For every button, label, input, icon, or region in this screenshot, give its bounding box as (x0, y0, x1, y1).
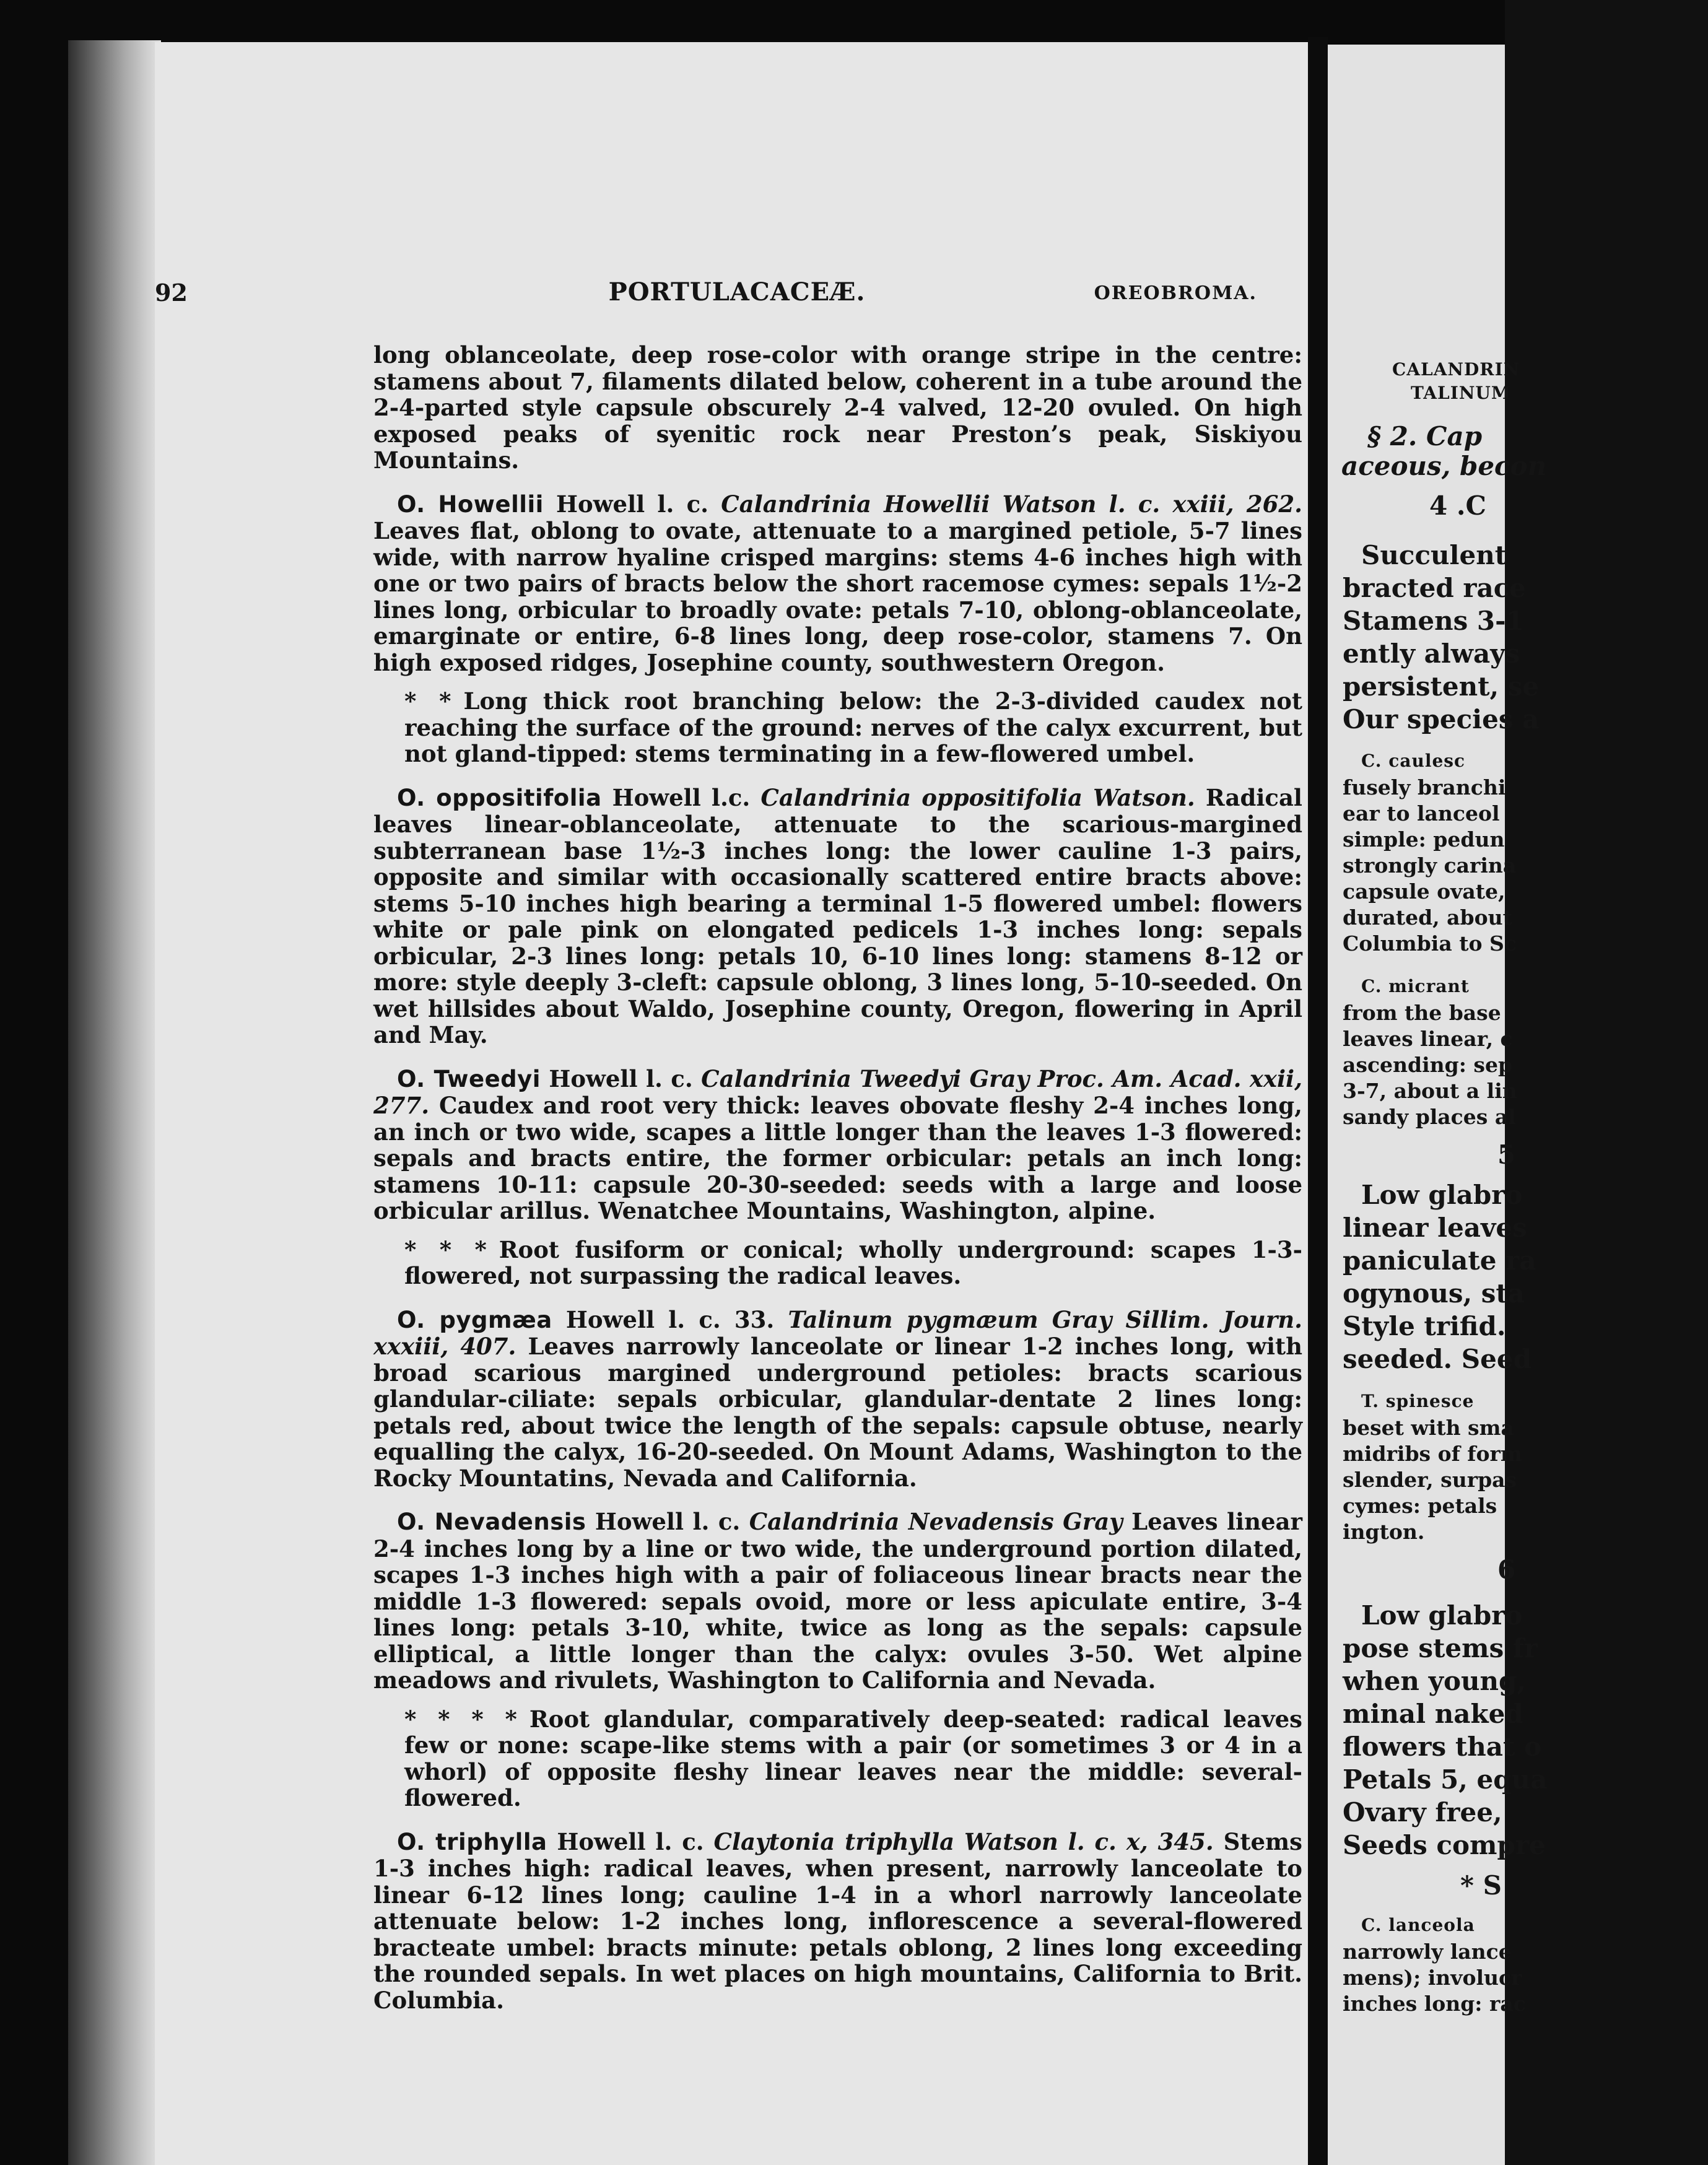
species-description: Leaves flat, oblong to ovate, attenuate to a margined petiole, 5-7 lines wide, with narrow hyaline crisped margins: stems 4-6 inches high with one or two pairs of bracts below the short racemose cymes: sepals 1½-2 lines long, orbicular to broadly ovate: petals 7-10, oblong-oblanceolate, emarginate or entire, 6-8 lines long, deep rose-color, stamens 7. On high exposed ridges, Josephine county, southwestern Oregon. (373, 517, 1302, 676)
facing-page-line: sandy places al (1343, 1105, 1516, 1129)
species-name: O. triphylla (397, 1828, 547, 1855)
running-genus: OREOBROMA. (1094, 282, 1257, 304)
species-synonym: Calandrinia Howellii Watson l. c. xxiii, 262. (721, 490, 1302, 518)
facing-page-line: from the base (1343, 1001, 1501, 1025)
facing-page-line: § 2. Cap (1367, 421, 1483, 451)
page-gap (1308, 37, 1328, 2165)
species-description: Stems 1-3 inches high: radical leaves, when present, narrowly lanceolate to linear 6-12 lines long; cauline 1-4 in a whorl narrowly lanceolate attenuate below: 1-2 inches long, inflorescence a several-flowered bracteate umbel: bracts minute: petals oblong, 2 lines long exceeding the rounded sepals. In wet places on high mountains, California to Brit. Columbia. (373, 1827, 1302, 2014)
book-gutter-shadow (68, 40, 161, 2165)
facing-page-line: T. spinesce (1361, 1391, 1475, 1411)
facing-page-line: C. lanceola (1361, 1915, 1475, 1935)
facing-page-line: * S (1460, 1870, 1502, 1901)
facing-page-line: TALINUM (1411, 383, 1511, 403)
facing-page-line: C. caulesc (1361, 751, 1466, 771)
running-title: PORTULACACEÆ. (608, 277, 866, 307)
facing-page-line: paniculate ra (1343, 1245, 1536, 1276)
species-entry (373, 1509, 1302, 1694)
running-head (155, 277, 1257, 308)
species-entry (373, 1829, 1302, 2014)
group-description (373, 1237, 1302, 1289)
group-description (373, 688, 1302, 767)
facing-page-line: mens); involucr (1343, 1966, 1522, 1990)
species-entry (373, 491, 1302, 676)
group-text: Root glandular, comparatively deep-seated: radical leaves few or none: scape-like stems with a pair (or sometimes 3 or 4 in a whorl) of opposite fleshy linear leaves near the middle: several-flowered. (404, 1705, 1302, 1811)
facing-page-line: Petals 5, equa (1343, 1764, 1548, 1795)
species-synonym: Calandrinia Nevadensis Gray (749, 1508, 1123, 1535)
facing-page-line: persistent, se (1343, 671, 1540, 702)
facing-page-line: ear to lanceol (1343, 801, 1500, 825)
facing-page-line: Style trifid. (1343, 1311, 1506, 1341)
facing-page-line: cymes: petals (1343, 1494, 1497, 1518)
facing-page-line: ogynous, sta (1343, 1278, 1525, 1309)
facing-page-line: linear leaves (1343, 1213, 1527, 1243)
facing-page-line: 6 (1497, 1554, 1516, 1585)
species-synonym: Talinum pygmæum Gray Sillim. Journ. xxxiii, 407. (373, 1305, 1302, 1360)
facing-page-line: Stamens 3-1 (1343, 606, 1524, 636)
facing-page-line: aceous, becon (1341, 451, 1547, 481)
facing-page-line: fusely branchi (1343, 775, 1506, 799)
facing-page-line: ington. (1343, 1520, 1425, 1544)
facing-page-line: Low glabro (1361, 1180, 1523, 1210)
facing-page-line: Low glabro (1361, 1600, 1523, 1631)
species-citation: Howell l. c. 33. (552, 1305, 788, 1333)
species-citation: Howell l.c. (601, 783, 761, 811)
species-name: O. Howellii (397, 490, 544, 518)
facing-page-line: pose stems fr (1343, 1633, 1538, 1663)
species-synonym: Calandrinia oppositifolia Watson. (760, 783, 1195, 811)
facing-page-line: ascending: sep (1343, 1053, 1513, 1077)
facing-page-line: capsule ovate, (1343, 879, 1505, 904)
page-number: 92 (155, 279, 188, 307)
facing-page-line: CALANDRIN (1392, 359, 1520, 380)
facing-page-line: leaves linear, c (1343, 1027, 1513, 1051)
facing-page-line: slender, surpas (1343, 1468, 1517, 1492)
facing-page-line: Ovary free, (1343, 1797, 1502, 1827)
facing-page-line: narrowly lance (1343, 1940, 1512, 1964)
facing-page-line: minal naked (1343, 1699, 1523, 1729)
group-stars: * * * * (404, 1705, 521, 1733)
species-citation: Howell l. c. (547, 1827, 714, 1855)
facing-page-line: midribs of form (1343, 1442, 1522, 1466)
facing-page-line: strongly carina (1343, 853, 1517, 878)
facing-page-line: 3-7, about a lin (1343, 1079, 1517, 1103)
continuation-paragraph (373, 342, 1302, 474)
facing-page-line: flowers that o (1343, 1732, 1542, 1762)
species-entry (373, 1066, 1302, 1224)
facing-page-line: seeded. Seed (1343, 1344, 1532, 1374)
facing-page-line: ently always (1343, 638, 1520, 669)
page-body (373, 342, 1302, 2013)
facing-page-line: Columbia to Sc (1343, 931, 1517, 956)
facing-page-line: inches long: rac (1343, 1992, 1526, 2016)
group-stars: * * * (404, 1235, 490, 1263)
paragraph-text: long oblanceolate, deep rose-color with orange stripe in the centre: stamens about 7, filaments dilated below, coherent in a tube around the 2-4-parted style capsule obscurely 2-4 valved, 12-20 ovuled. On high exposed peaks of syenitic rock near Preston’s peak, Siskiyou Mountains. (373, 341, 1302, 474)
facing-page-line: Succulent (1361, 540, 1507, 570)
facing-page-line: beset with sma (1343, 1416, 1514, 1440)
species-synonym: Calandrinia Tweedyi Gray Proc. Am. Acad. xxii, 277. (373, 1065, 1302, 1119)
species-citation: Howell l. c. (540, 1065, 702, 1092)
species-citation: Howell l. c. (586, 1508, 749, 1535)
species-description: Leaves narrowly lanceolate or linear 1-2 inches long, with broad scarious margined underground petioles: bracts scarious glandular-ciliate: sepals orbicular, glandular-dentate 2 lines long: petals red, about twice the length of the sepals: capsule obtuse, nearly equalling the calyx, 16-20-seeded. On Mount Adams, Washington to the Rocky Mountatins, Nevada and California. (373, 1333, 1302, 1492)
facing-page-line: 4 .C (1429, 490, 1486, 521)
facing-page-line: Seeds compre (1343, 1830, 1546, 1860)
group-description (373, 1706, 1302, 1811)
species-name: O. Nevadensis (397, 1509, 586, 1535)
facing-page-cropped (1328, 45, 1548, 2165)
facing-page-line: C. micrant (1361, 976, 1470, 996)
group-text: Long thick root branching below: the 2-3-divided caudex not reaching the surface of the ground: nerves of the calyx excurrent, but not gland-tipped: stems terminating in a few-flowered umbel. (404, 687, 1302, 767)
group-text: Root fusiform or conical; wholly underground: scapes 1-3-flowered, not surpassing the radical leaves. (404, 1235, 1302, 1289)
species-entry (373, 785, 1302, 1048)
facing-page-line: simple: pedun (1343, 827, 1505, 852)
species-description: Radical leaves linear-oblanceolate, attenuate to the scarious-margined subterranean base 1½-3 inches long: the lower cauline 1-3 pairs, opposite and similar with occasionally scattered entire bracts above: stems 5-10 inches high bearing a terminal 1-5 flowered umbel: flowers white or pale pink on elongated pedicels 1-3 inches long: sepals orbicular, 2-3 lines long: petals 10, 6-10 lines long: stamens 8-12 or more: style deeply 3-cleft: capsule oblong, 3 lines long, 5-10-seeded. On wet hillsides about Waldo, Josephine county, Oregon, flowering in April and May. (373, 783, 1302, 1048)
species-name: O. Tweedyi (397, 1065, 541, 1092)
facing-page-line: durated, about (1343, 905, 1512, 930)
facing-page-line: bracted race (1343, 573, 1527, 603)
species-name: O. pygmæa (397, 1306, 552, 1333)
facing-page-line: when young, (1343, 1666, 1527, 1696)
species-description: Caudex and root very thick: leaves obovate fleshy 2-4 inches long, an inch or two wide, scapes a little longer than the leaves 1-3 flowered: sepals and bracts entire, the former orbicular: petals an inch long: stamens 10-11: capsule 20-30-seeded: seeds with a large and loose orbicular arillus. Wenatchee Mountains, Washington, alpine. (373, 1092, 1302, 1224)
species-entry (373, 1307, 1302, 1492)
facing-page-line: Our species a (1343, 704, 1540, 734)
species-description: Leaves linear 2-4 inches long by a line or two wide, the underground portion dilated, scapes 1-3 inches high with a pair of foliaceous linear bracts near the middle 1-3 flowered: sepals ovoid, more or less apiculate entire, 3-4 lines long: petals 3-10, white, twice as long as the sepals: capsule elliptical, a little longer than the calyx: ovules 3-50. Wet alpine meadows and rivulets, Washington to California and Nevada. (373, 1508, 1303, 1694)
species-synonym: Claytonia triphylla Watson l. c. x, 345. (713, 1827, 1214, 1855)
facing-page-line: 5 (1497, 1139, 1516, 1170)
species-name: O. oppositifolia (397, 784, 602, 811)
group-stars: * * (404, 687, 455, 715)
species-citation: Howell l. c. (543, 490, 721, 518)
